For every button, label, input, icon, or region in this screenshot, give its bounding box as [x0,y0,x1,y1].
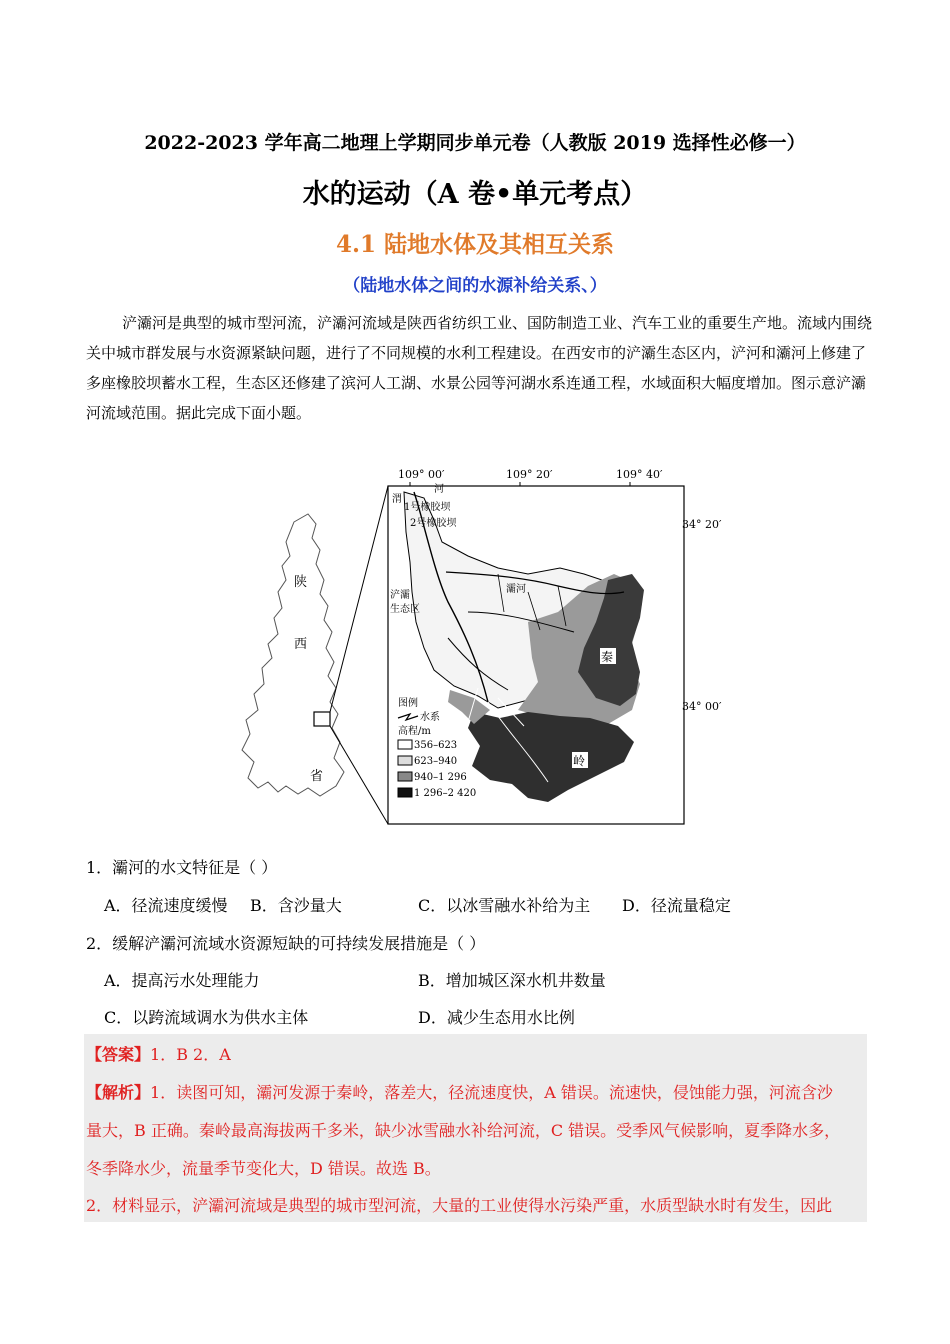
province-char-shaan: 陕 [294,575,308,590]
province-char-xi: 西 [294,637,308,652]
passage-text: 浐灞河是典型的城市型河流，浐灞河流域是陕西省纺织工业、国防制造工业、汽车工业的重要生产地。流域内围绕关中城市群发展与水资源紧缺问题，进行了不同规模的水利工程建设。在西安市的浐灞生态区内，浐河和灞河上修建了多座橡胶坝蓄水工程，生态区还修建了滨河人工湖、水景公园等河湖水系连通工程，水域面积大幅度增加。图示意浐灞河流域范围。据此完成下面小题。 [86,314,873,422]
q2-option-d: D．减少生态用水比例 [418,1008,575,1027]
lon-label-2: 109° 20′ [506,468,553,481]
section-title: 4.1 陆地水体及其相互关系 [335,231,615,258]
lon-label-1: 109° 00′ [398,468,445,481]
shaanxi-outline [242,514,344,796]
question-1-stem: 1．灞河的水文特征是（ ） [86,858,278,877]
legend-elev-title: 高程/m [398,726,431,737]
q2-option-b: B．增加城区深水机井数量 [418,971,606,990]
q2-option-c: C．以跨流域调水为供水主体 [104,1008,309,1027]
basin-map [228,462,722,828]
eco-label-1: 浐灞 [390,590,410,601]
dam1-label: 1号橡胶坝 [404,502,451,513]
lat-label-1: 34° 20′ [682,518,722,531]
analysis-tag: 【解析】 [86,1083,151,1102]
answer-text: 1．B 2．A [150,1045,231,1064]
q2-option-a: A．提高污水处理能力 [104,971,260,990]
q1-option-b: B．含沙量大 [250,896,342,915]
q1-option-d: D．径流量稳定 [622,896,731,915]
eco-label-2: 生态区 [390,604,420,615]
province-char-sheng: 省 [310,769,324,784]
legend-range-1: 356–623 [414,740,458,751]
course-title: 2022-2023 学年高二地理上学期同步单元卷（人教版 2019 选择性必修一） [144,132,806,154]
topic-subtitle: （陆地水体之间的水源补给关系、） [343,276,607,296]
question-2-stem: 2．缓解浐灞河流域水资源短缺的可持续发展措施是（ ） [86,934,486,953]
legend-water: 水系 [420,712,440,723]
ling-label: 岭 [573,754,586,768]
unit-title: 水的运动（A 卷•单元考点） [302,179,648,210]
wei-label: 渭 [392,494,402,505]
analysis-line-2: 量大，B 正确。秦岭最高海拔两千多米，缺少冰雪融水补给河流，C 错误。受季风气候影响，夏季降水多， [86,1121,841,1140]
inset-box [314,712,330,726]
answer-tag: 【答案】 [86,1045,151,1064]
analysis-line-3: 冬季降水少，流量季节变化大，D 错误。故选 B。 [86,1159,441,1178]
analysis-line-1 [86,1080,833,1103]
legend-range-2: 623–940 [414,756,458,767]
legend-range-3: 940–1 296 [414,772,467,783]
q1-option-a: A．径流速度缓慢 [104,896,228,915]
analysis-text-1: 1．读图可知，灞河发源于秦岭，落差大，径流速度快，A 错误。流速快，侵蚀能力强，河流含沙 [150,1083,833,1102]
lat-label-2: 34° 00′ [682,700,722,713]
legend-range-4: 1 296–2 420 [414,788,477,799]
he-label: 河 [434,484,444,495]
legend-title: 图例 [398,698,418,709]
lon-label-3: 109° 40′ [616,468,663,481]
qin-label: 秦 [601,650,614,664]
bahe-label: 灞河 [506,584,526,595]
analysis-line-4: 2．材料显示，浐灞河流域是典型的城市型河流，大量的工业使得水污染严重，水质型缺水时有发生，因此 [86,1196,833,1215]
q1-option-c: C．以冰雪融水补给为主 [418,896,591,915]
answer-line [86,1042,231,1065]
dam2-label: 2号橡胶坝 [410,518,457,529]
